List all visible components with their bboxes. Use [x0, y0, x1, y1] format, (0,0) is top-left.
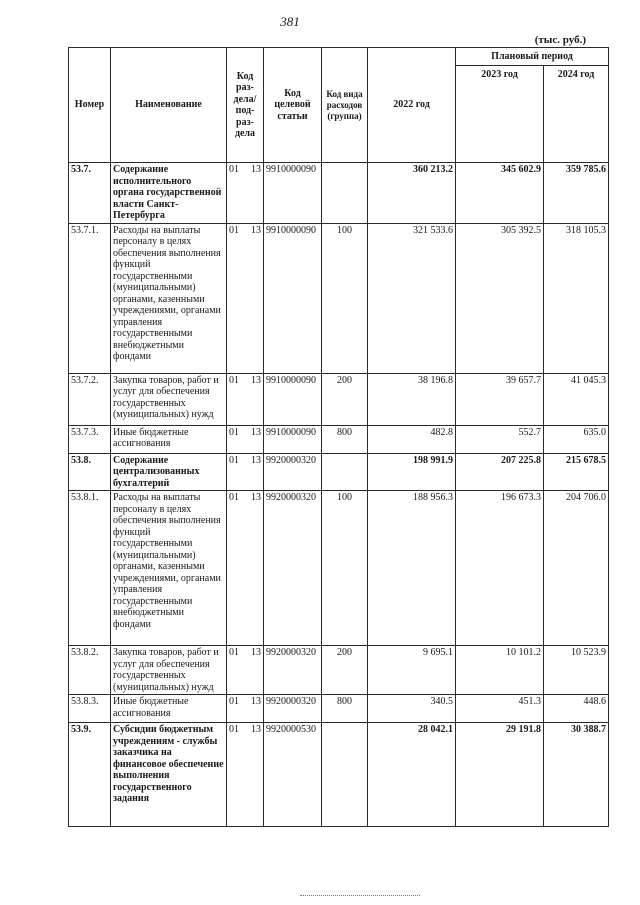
row-expense-code: 100	[322, 223, 368, 373]
row-amount-2023: 207 225.8	[456, 453, 544, 491]
row-amount-2022: 9 695.1	[368, 646, 456, 695]
subsection-code: 13	[251, 374, 261, 386]
table-row	[69, 425, 609, 453]
row-target-code: 9910000090	[264, 373, 322, 425]
row-name: Содержание централизованных бухгалтерий	[111, 453, 227, 491]
row-amount-2024: 41 045.3	[544, 373, 609, 425]
section-code: 01	[229, 696, 239, 707]
row-expense-code: 100	[322, 491, 368, 646]
row-number: 53.7.1.	[69, 223, 111, 373]
footer-mark	[300, 895, 420, 898]
row-amount-2023: 196 673.3	[456, 491, 544, 646]
row-target-code: 9910000090	[264, 163, 322, 224]
row-name: Закупка товаров, работ и услуг для обеспечения государственных (муниципальных) нужд	[111, 373, 227, 425]
row-expense-code: 200	[322, 646, 368, 695]
row-amount-2023: 29 191.8	[456, 723, 544, 827]
row-amount-2024: 215 678.5	[544, 453, 609, 491]
row-expense-code	[322, 723, 368, 827]
header-name: Наименование	[111, 48, 227, 163]
header-expense: Код вида расходов (группа)	[322, 48, 368, 163]
row-expense-code	[322, 163, 368, 224]
row-amount-2024: 10 523.9	[544, 646, 609, 695]
row-number: 53.8.	[69, 453, 111, 491]
subsection-code: 13	[251, 647, 261, 658]
row-name: Иные бюджетные ассигнования	[111, 695, 227, 723]
row-name: Содержание исполнительного органа государственной власти Санкт-Петербурга	[111, 163, 227, 224]
page-number: 381	[280, 14, 300, 29]
section-code: 01	[229, 374, 239, 386]
section-code: 01	[229, 454, 239, 466]
row-target-code: 9920000320	[264, 646, 322, 695]
header-2024: 2024 год	[544, 66, 609, 163]
row-name: Расходы на выплаты персоналу в целях обеспечения выполнения функций государственными (муниципальными) органами, казенными учреждениями, органами управления государственными внебюджетными фондами	[111, 223, 227, 373]
row-section-code	[227, 646, 264, 695]
row-amount-2022: 38 196.8	[368, 373, 456, 425]
row-amount-2022: 198 991.9	[368, 453, 456, 491]
row-number: 53.7.	[69, 163, 111, 224]
row-amount-2024: 448.6	[544, 695, 609, 723]
row-target-code: 9920000320	[264, 453, 322, 491]
row-amount-2024: 204 706.0	[544, 491, 609, 646]
row-section-code	[227, 695, 264, 723]
row-number: 53.7.2.	[69, 373, 111, 425]
table-row	[69, 695, 609, 723]
row-section-code	[227, 453, 264, 491]
subsection-code: 13	[251, 426, 261, 438]
header-2022: 2022 год	[368, 48, 456, 163]
row-number: 53.8.3.	[69, 695, 111, 723]
section-code: 01	[229, 224, 239, 236]
row-amount-2023: 39 657.7	[456, 373, 544, 425]
row-number: 53.8.1.	[69, 491, 111, 646]
section-code: 01	[229, 647, 239, 658]
row-name: Расходы на выплаты персоналу в целях обеспечения выполнения функций государственными (муниципальными) органами, казенными учреждениями, органами управления государственными внебюджетными фондами	[111, 491, 227, 646]
subsection-code: 13	[251, 724, 261, 735]
row-number: 53.7.3.	[69, 425, 111, 453]
header-target: Код целевой статьи	[264, 48, 322, 163]
table-row	[69, 223, 609, 373]
row-amount-2023: 345 602.9	[456, 163, 544, 224]
row-name: Субсидии бюджетным учреждениям - службы заказчика на финансовое обеспечение выполнения государственного задания	[111, 723, 227, 827]
row-amount-2023: 10 101.2	[456, 646, 544, 695]
row-amount-2022: 321 533.6	[368, 223, 456, 373]
row-section-code	[227, 723, 264, 827]
row-amount-2022: 28 042.1	[368, 723, 456, 827]
subsection-code: 13	[251, 492, 261, 503]
row-expense-code: 800	[322, 425, 368, 453]
header-planned-period: Плановый период	[456, 48, 609, 66]
table-header	[69, 48, 609, 163]
row-target-code: 9920000320	[264, 491, 322, 646]
row-amount-2024: 318 105.3	[544, 223, 609, 373]
section-code: 01	[229, 426, 239, 438]
row-section-code	[227, 223, 264, 373]
table-row	[69, 373, 609, 425]
budget-table	[68, 47, 609, 827]
section-code: 01	[229, 164, 239, 175]
row-amount-2023: 552.7	[456, 425, 544, 453]
row-name: Иные бюджетные ассигнования	[111, 425, 227, 453]
header-2023: 2023 год	[456, 66, 544, 163]
row-amount-2024: 635.0	[544, 425, 609, 453]
row-section-code	[227, 491, 264, 646]
section-code: 01	[229, 724, 239, 735]
row-target-code: 9920000320	[264, 695, 322, 723]
row-name: Закупка товаров, работ и услуг для обеспечения государственных (муниципальных) нужд	[111, 646, 227, 695]
row-target-code: 9920000530	[264, 723, 322, 827]
row-section-code	[227, 373, 264, 425]
table-row	[69, 491, 609, 646]
row-amount-2022: 482.8	[368, 425, 456, 453]
subsection-code: 13	[251, 164, 261, 175]
row-number: 53.8.2.	[69, 646, 111, 695]
table-row	[69, 723, 609, 827]
row-amount-2023: 451.3	[456, 695, 544, 723]
row-target-code: 9910000090	[264, 425, 322, 453]
row-section-code	[227, 163, 264, 224]
table-row	[69, 646, 609, 695]
subsection-code: 13	[251, 454, 261, 466]
row-amount-2022: 360 213.2	[368, 163, 456, 224]
units-label: (тыс. руб.)	[534, 34, 586, 46]
row-amount-2022: 340.5	[368, 695, 456, 723]
row-expense-code	[322, 453, 368, 491]
row-target-code: 9910000090	[264, 223, 322, 373]
table-row	[69, 453, 609, 491]
section-code: 01	[229, 492, 239, 503]
subsection-code: 13	[251, 696, 261, 707]
row-expense-code: 200	[322, 373, 368, 425]
row-amount-2022: 188 956.3	[368, 491, 456, 646]
header-section: Код раз-дела/ под-раз-дела	[227, 48, 264, 163]
subsection-code: 13	[251, 224, 261, 236]
row-section-code	[227, 425, 264, 453]
row-number: 53.9.	[69, 723, 111, 827]
table-row	[69, 163, 609, 224]
row-amount-2023: 305 392.5	[456, 223, 544, 373]
row-amount-2024: 359 785.6	[544, 163, 609, 224]
header-number: Номер	[69, 48, 111, 163]
row-expense-code: 800	[322, 695, 368, 723]
row-amount-2024: 30 388.7	[544, 723, 609, 827]
table-body	[69, 163, 609, 827]
